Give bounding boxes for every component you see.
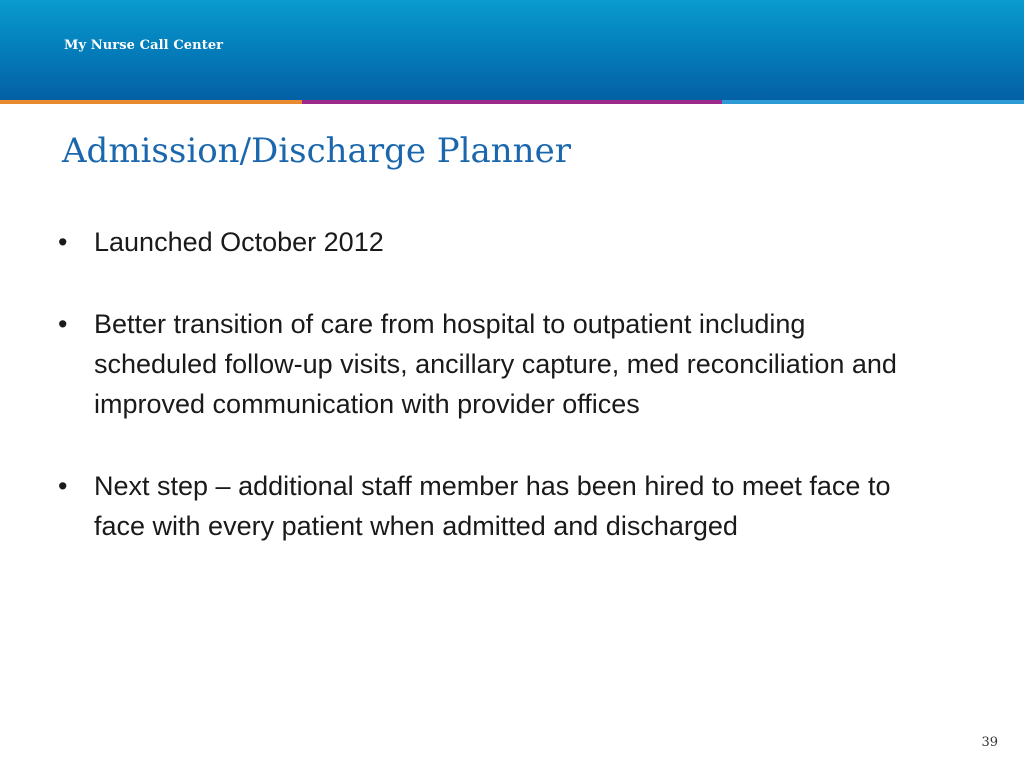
- bullet-item: [58, 304, 928, 424]
- bullet-text: Next step – additional staff member has been hired to meet face to face with every patient when admitted and discharged: [94, 471, 891, 541]
- bullet-glyph: •: [58, 309, 68, 339]
- bullet-glyph: •: [58, 471, 68, 501]
- slide-title: Admission/Discharge Planner: [62, 131, 571, 171]
- bullet-item: [58, 466, 928, 546]
- bullet-text: Better transition of care from hospital to outpatient including scheduled follow-up visits, ancillary capture, med reconciliation and improved communication with provider offices: [94, 309, 897, 419]
- bullet-glyph: •: [58, 227, 68, 257]
- accent-segment-purple: [302, 100, 722, 104]
- header-brand-text: My Nurse Call Center: [64, 38, 224, 53]
- accent-segment-orange: [0, 100, 302, 104]
- accent-segment-blue: [722, 100, 1024, 104]
- bullet-item: [58, 222, 928, 262]
- header-band: [0, 0, 1024, 100]
- page-number: 39: [981, 735, 998, 750]
- accent-divider: [0, 100, 1024, 104]
- bullet-list: [58, 222, 928, 588]
- bullet-text: Launched October 2012: [94, 227, 384, 257]
